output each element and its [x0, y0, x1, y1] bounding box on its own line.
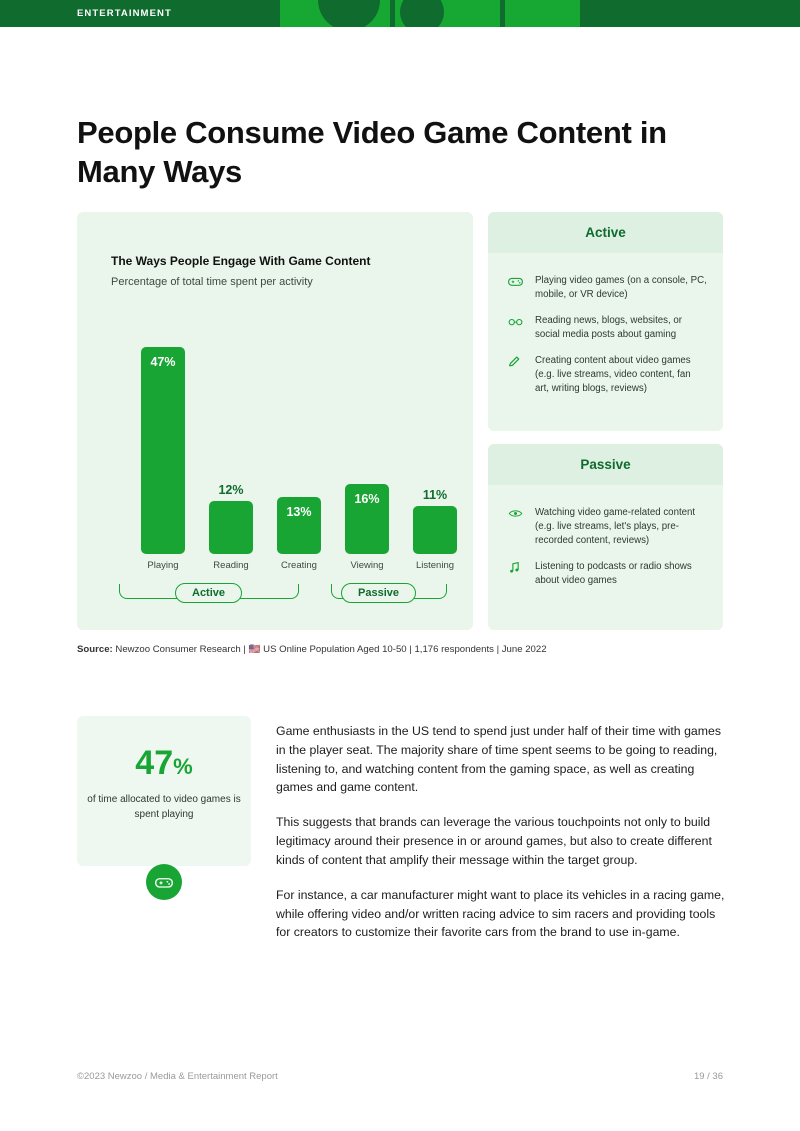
- gamepad-icon: [508, 274, 528, 291]
- chart-panel: [77, 212, 473, 630]
- bar-category-label: Viewing: [350, 560, 384, 571]
- active-legend-panel: [488, 212, 723, 431]
- source-line: [77, 644, 547, 655]
- stat-percent-sign: %: [173, 754, 193, 779]
- bar-category-label: Listening: [415, 560, 455, 571]
- active-panel-list: [488, 274, 723, 408]
- stat-value: [77, 744, 251, 783]
- banner-category-label: ENTERTAINMENT: [77, 8, 172, 19]
- bar-value-label: 47%: [150, 355, 176, 369]
- body-paragraph: For instance, a car manufacturer might want to place its vehicles in a racing game, while offering video and/or written racing advice to sim racers and providing tools for creators to customize their favorite cars from the brand to use in-game.: [276, 887, 725, 940]
- bar-listening: [413, 488, 457, 571]
- bar-viewing: [345, 484, 389, 571]
- passive-panel-title: Passive: [488, 444, 723, 485]
- bar-reading: [209, 483, 253, 571]
- footer-page-number: 19 / 36: [693, 1071, 723, 1082]
- passive-panel-list: [488, 506, 723, 600]
- list-item-label: Creating content about video games (e.g. live streams, video content, fan art, writing blogs, reviews): [535, 355, 691, 395]
- page-title: People Consume Video Game Content in Many Ways: [77, 114, 667, 190]
- bar-value-label: 16%: [354, 492, 380, 506]
- active-group-label: Active: [175, 583, 242, 603]
- bar-creating: [277, 497, 321, 571]
- bar-category-label: Playing: [147, 560, 179, 571]
- body-copy: [276, 722, 726, 958]
- bar-group-reading: [209, 483, 253, 571]
- top-banner: [0, 0, 800, 27]
- stat-number-text: 47: [135, 744, 174, 782]
- music-note-icon: [508, 560, 528, 578]
- stat-card: [77, 716, 251, 866]
- passive-legend-panel: [488, 444, 723, 630]
- list-item-label: Watching video game-related content (e.g. live streams, let's plays, pre-recorded content, reviews): [535, 507, 696, 547]
- gamepad-icon: [146, 864, 182, 900]
- stat-caption: of time allocated to video games is spent playing: [87, 794, 241, 820]
- footer-copyright: ©2023 Newzoo / Media & Entertainment Report: [77, 1071, 278, 1082]
- eye-icon: [508, 506, 528, 523]
- bar-group-playing: [141, 347, 185, 571]
- bar-value-label: 11%: [422, 488, 448, 502]
- body-paragraph: This suggests that brands can leverage the various touchpoints not only to build legitimacy around their presence in or around games, but also to create different kinds of content that amplify their message within the target group.: [276, 815, 712, 867]
- source-text: Newzoo Consumer Research | 🇺🇸 US Online Population Aged 10-50 | 1,176 respondents | June 2022: [115, 644, 547, 655]
- glasses-icon: [508, 314, 528, 331]
- list-item: [488, 354, 723, 396]
- banner-deco-circle-2: [400, 0, 444, 27]
- list-item: [488, 314, 723, 342]
- list-item: [488, 506, 723, 548]
- list-item-label: Playing video games (on a console, PC, mobile, or VR device): [535, 275, 707, 301]
- bar-category-label: Creating: [281, 560, 317, 571]
- list-item: [488, 560, 723, 588]
- banner-deco-block-3: [505, 0, 580, 27]
- bar-value-label: 12%: [218, 483, 244, 497]
- chart-title: The Ways People Engage With Game Content: [111, 254, 371, 268]
- bar-group-viewing: [345, 484, 389, 571]
- active-panel-title: Active: [488, 212, 723, 253]
- bar-group-creating: [277, 497, 321, 571]
- bar-value-label: 13%: [286, 505, 312, 519]
- bar-playing: [141, 347, 185, 571]
- bar-chart-plot: [111, 304, 455, 571]
- pencil-icon: [508, 354, 528, 372]
- bar-category-label: Reading: [213, 560, 249, 571]
- list-item-label: Reading news, blogs, websites, or social media posts about gaming: [535, 315, 683, 341]
- chart-subtitle: Percentage of total time spent per activity: [111, 276, 313, 288]
- body-paragraph: Game enthusiasts in the US tend to spend just under half of their time with games in the player seat. The majority share of time spent seems to be going to reading, listening to, and watching content from the gaming space, as well as creating games and game content.: [276, 724, 721, 795]
- source-label: Source:: [77, 644, 113, 655]
- passive-group-label: Passive: [341, 583, 416, 603]
- bar-group-listening: [413, 488, 457, 571]
- list-item: [488, 274, 723, 302]
- list-item-label: Listening to podcasts or radio shows about video games: [535, 561, 692, 587]
